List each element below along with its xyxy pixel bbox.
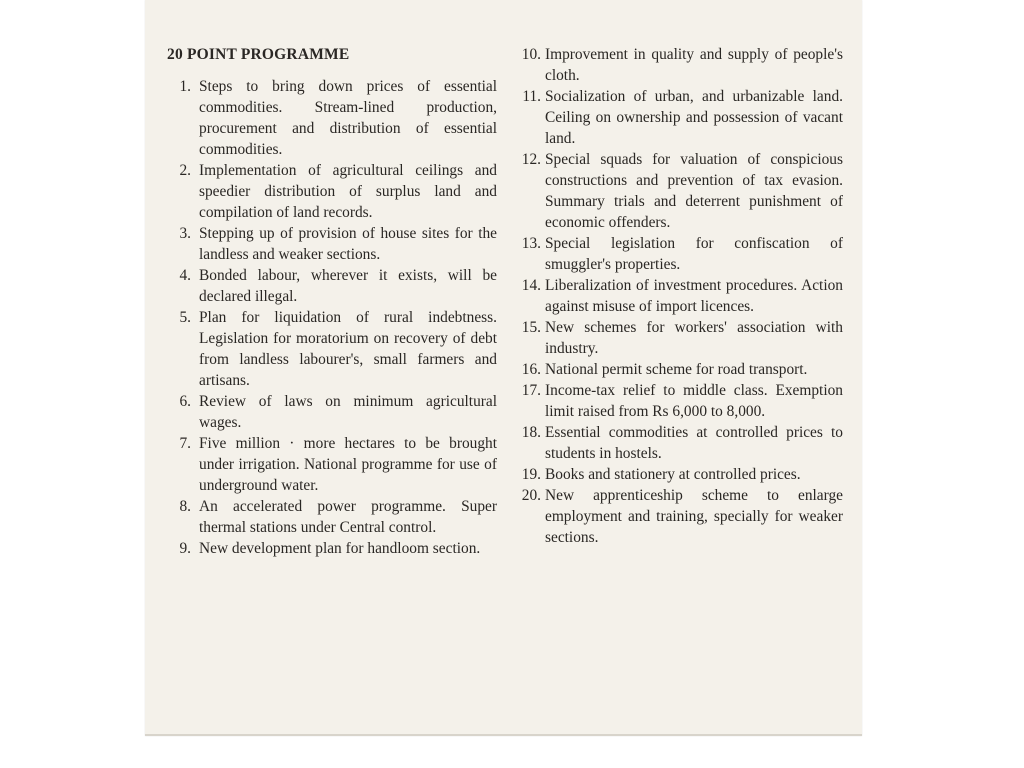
item-text: Improvement in quality and supply of people's cloth.: [545, 46, 843, 84]
item-text: New apprenticeship scheme to enlarge employment and training, specially for weaker sections.: [545, 487, 843, 546]
item-number: 11.: [522, 88, 541, 105]
item-text: Review of laws on minimum agricultural wages.: [199, 393, 497, 431]
page-edge: [145, 734, 862, 736]
item-text: Special legislation for confiscation of smuggler's properties.: [545, 235, 843, 273]
item-text: New schemes for workers' association with industry.: [545, 319, 843, 357]
list-item: [167, 307, 497, 391]
item-number: 15.: [521, 319, 541, 336]
item-text: National permit scheme for road transport.: [545, 361, 808, 378]
right-item-list: [513, 44, 843, 548]
list-item: [513, 317, 843, 359]
item-number: 19.: [521, 466, 541, 483]
list-item: [513, 464, 843, 485]
item-number: 5.: [179, 309, 191, 326]
item-text: Books and stationery at controlled prices.: [545, 466, 801, 483]
item-text: Steps to bring down prices of essential commodities. Stream-lined production, procurement and distribution of essential commodities.: [199, 78, 497, 158]
list-item: [167, 496, 497, 538]
list-item: [167, 391, 497, 433]
list-item: [513, 422, 843, 464]
item-text: Five million · more hectares to be brought under irrigation. National programme for use of underground water.: [199, 435, 497, 494]
item-number: 20.: [521, 487, 541, 504]
list-item: [167, 160, 497, 223]
item-number: 17.: [521, 382, 541, 399]
item-number: 2.: [179, 162, 191, 179]
item-number: 4.: [179, 267, 191, 284]
list-item: [167, 265, 497, 307]
item-text: Special squads for valuation of conspicious constructions and prevention of tax evasion. Summary trials and deterrent punishment of economic offenders.: [545, 151, 843, 231]
list-item: [513, 86, 843, 149]
item-text: Liberalization of investment procedures. Action against misuse of import licences.: [545, 277, 843, 315]
list-item: [513, 149, 843, 233]
item-text: Implementation of agricultural ceilings and speedier distribution of surplus land and compilation of land records.: [199, 162, 497, 221]
item-text: Stepping up of provision of house sites for the landless and weaker sections.: [199, 225, 497, 263]
item-number: 10.: [521, 46, 541, 63]
item-number: 9.: [179, 540, 191, 557]
item-number: 12.: [521, 151, 541, 168]
document-page: [145, 0, 862, 736]
document-title: 20 POINT PROGRAMME: [167, 46, 350, 63]
item-number: 7.: [179, 435, 191, 452]
item-number: 18.: [521, 424, 541, 441]
list-item: [513, 233, 843, 275]
list-item: [513, 380, 843, 422]
list-item: [167, 76, 497, 160]
item-number: 13.: [521, 235, 541, 252]
item-number: 6.: [179, 393, 191, 410]
left-column: [167, 44, 497, 559]
list-item: [167, 538, 497, 559]
right-column: [513, 44, 843, 548]
list-item: [513, 359, 843, 380]
list-item: [167, 433, 497, 496]
item-text: An accelerated power programme. Super thermal stations under Central control.: [199, 498, 497, 536]
item-number: 16.: [521, 361, 541, 378]
item-text: New development plan for handloom section.: [199, 540, 481, 557]
item-text: Essential commodities at controlled prices to students in hostels.: [545, 424, 843, 462]
item-number: 14.: [521, 277, 541, 294]
left-item-list: [167, 76, 497, 559]
item-text: Bonded labour, wherever it exists, will be declared illegal.: [199, 267, 497, 305]
item-text: Plan for liquidation of rural indebtness. Legislation for moratorium on recovery of debt from landless labourer's, small farmers and artisans.: [199, 309, 497, 389]
item-number: 1.: [179, 78, 191, 95]
item-number: 3.: [179, 225, 191, 242]
list-item: [167, 223, 497, 265]
list-item: [513, 44, 843, 86]
list-item: [513, 275, 843, 317]
item-text: Socialization of urban, and urbanizable land. Ceiling on ownership and possession of vacant land.: [545, 88, 843, 147]
item-number: 8.: [179, 498, 191, 515]
list-item: [513, 485, 843, 548]
item-text: Income-tax relief to middle class. Exemption limit raised from Rs 6,000 to 8,000.: [545, 382, 843, 420]
